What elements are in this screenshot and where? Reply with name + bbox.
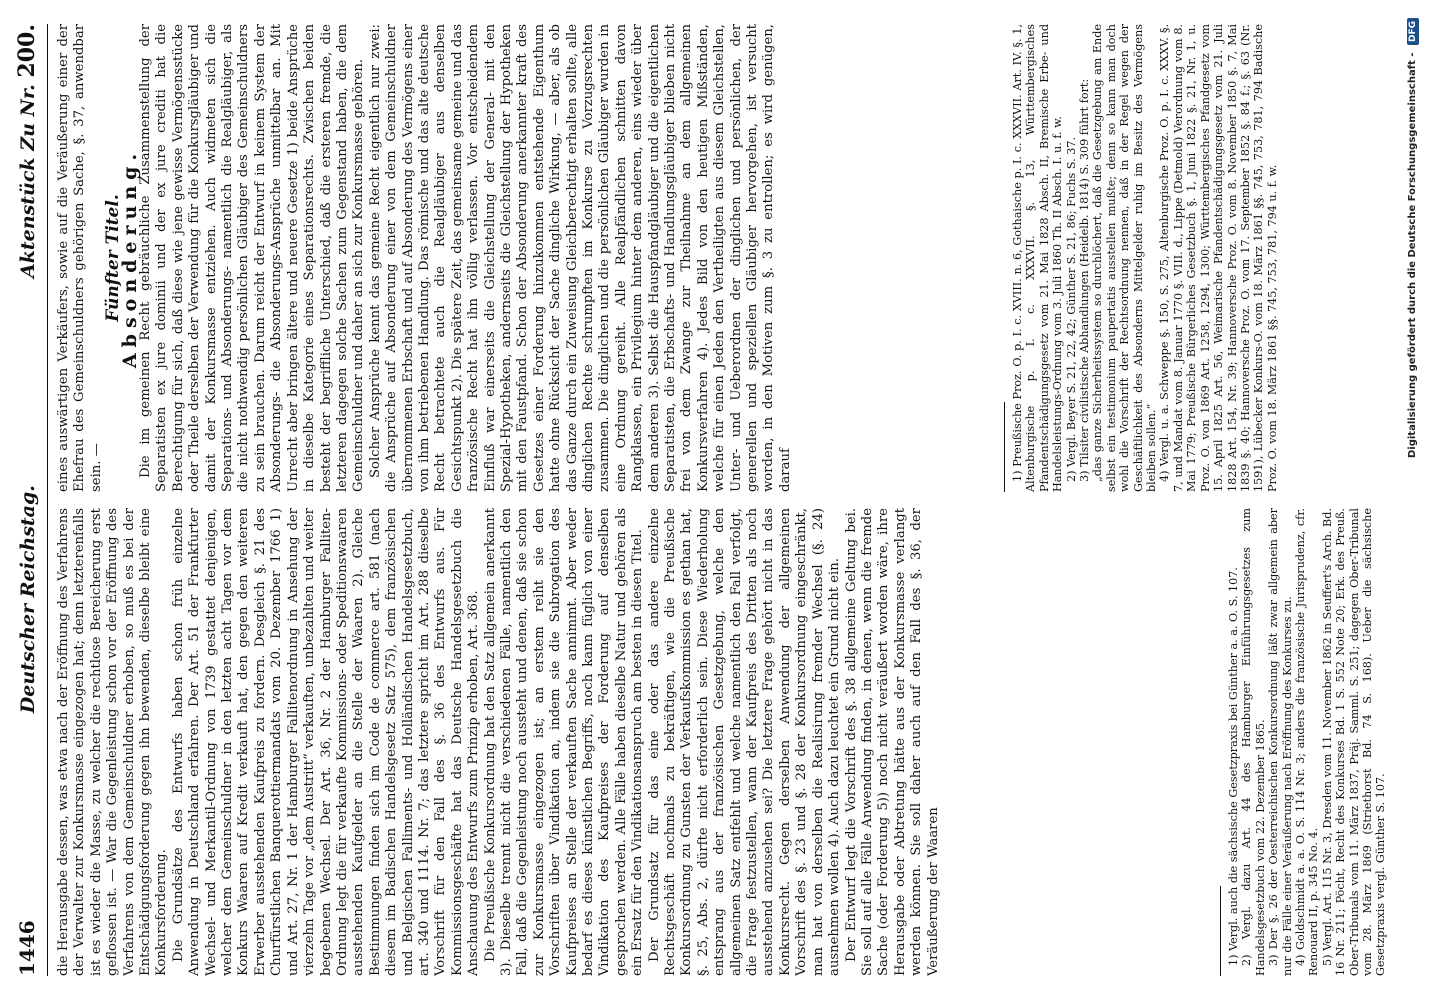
dfg-logo: DFG	[1407, 18, 1419, 45]
right-paragraph-1: Die im gemeinen Recht gebräuchliche Zusammenstellung der Separatisten ex jure dominii und der ex jure crediti hat die Berechtigung für sich, daß diese wie jene gewisse Vermögensstücke oder Theile derselben der Verwendung für die Konkursgläubiger und damit der Konkursmasse entziehen. Auch widmeten sich die Separations- und Absonderungs- namentlich die Realgläubiger, als die nicht nothwendig persönlichen Gläubiger des Gemeinschuldners zu sein brauchen. Darum reicht der Entwurf in keinem System der Absonderungs- die Absonderungs-Ansprüche unmittelbar an. Mit Unrecht aber bringen ältere und neuere Gesetze 1) beide Ansprüche in dieselbe Kategorie eines Separationsrechts. Zwischen beiden besteht der begriffliche Unterschied, daß die ersteren fremde, die letzteren dagegen solche Sachen zum Gegenstand haben, die dem Gemeinschuldner und daher an sich zur Konkursmasse gehören.	[138, 24, 367, 492]
running-title-right	[14, 24, 40, 278]
footnote: 5) Vergl. Art. 115 Nr. 3, Dresden vom 11. November 1862 in Seuffert's Arch. Bd. 16 Nr. 211; Pöcht, Recht des Konkurses Bd. 1 S. 552 Note 20; Erk. des Preuß. Ober-Tribunals vom 11. März 1837, Präj. Samml. S. 251; dagegen Ober-Tribunal vom 28. März 1869 (Striethorst Bd. 74 S. 168). Ueber die sächsische Gesetzpraxis vergl. Günther S. 107.	[1320, 508, 1388, 976]
right-column	[56, 24, 1396, 492]
footnote: 3) Tilsiter civilistische Abhandlungen (Heidelb. 1814) S. 309 führt fort:	[1078, 78, 1092, 482]
left-paragraph-4: Der Grundsatz für das eine oder das andere einzelne Rechtsgeschäft nochmals zu bekräftigen, wie die Preußische Konkursordnung zu Gunsten der Verkaufskommission es gethan hat, §. 25, Abs. 2, dürfte nicht erforderlich sein. Diese Wiederholung entsprang aus der französischen Gesetzgebung, welche den allgemeinen Satz entfehlt und welche namentlich den Fall verfolgt, die Frage festzustellen, wann der Kaufpreis des Dritten als noch ausstehend anzusehen sei? Die letztere Frage gehört nicht in das Konkursrecht. Gegen derselben Anwendung der allgemeinen Vorschrift des §. 23 und §. 28 der Konkursordnung eingeschränkt, man hat von derselben die Realisirung fremder Wechsel (§. 24) ausnehmen wollen 4). Auch dazu leuchtet ein Grund nicht ein.	[646, 508, 843, 976]
left-column	[56, 508, 1396, 976]
running-title-left: Deutscher Reichstag.	[17, 485, 39, 714]
right-paragraph-2: Solcher Ansprüche kennt das gemeine Recht eigentlich nur zwei: die Ansprüche auf Absonderung einer von dem Gemeinschuldner übernommenen Erbschaft und auf Absonderung des Vermögens einer von ihm betriebenen Handlung. Das römische und das alte deutsche Recht betrachtete auch die Realgläubiger aus denselben Gesichtspunkt 2). Die spätere Zeit, das gemeinsame gemeine und das französische Recht hat ihn völlig verlassen. Vor entscheidendem Einfluß war einerseits die Gleichstellung der General- mit den Spezial-Hypotheken, andernseits die Gleichstellung der Hypotheken mit den Faustpfand. Schon der Absonderung anerkannter kraft des Gesetzes einer Forderung hinzukommen entstehende Eigenthum hatte ohne Rücksicht der Sache dingliche Wirkung, — aber, als ob das Ganze durch ein Zuweisung Gleichberechtigt erhalten sollte, alle dinglichen Rechte schrumpften im Konkurse zu Vorzugsrechten zusammen. Die dinglichen und die persönlichen Gläubiger wurden in eine Ordnung gereiht. Alle Realpfändlichen schnitten davon Rangklassen, ein Privilegium hinter dem anderen, eins wieder über dem anderen 3). Selbst die Hauspfandgläubiger und die eigentlichen Separatisten, die Erbschafts- und Handlungsgläubiger blieben nicht frei von dem Zwange zur Theilnahme an dem allgemeinen Konkursverfahren 4). Jedes Bild von den heutigen Mißständen, welche für einen Jeden den Vertheiligten aus diesem Gleichstellen, Unter- und Ueberordnen der dinglichen und persönlichen, der generellen und speziellen Gläubiger hervorgehen, ist versucht worden, in den Motiven zum §. 3 zu entrollen; es wird genügen, darauf	[367, 24, 793, 492]
page-header	[14, 24, 48, 976]
footnote-quote: „das ganze Sicherheitssystem so durchlöchert, daß die Gesetzgebung am Ende selbst ein testimonium paupertatis ausstellen mußte; denn so kann man doch wohl die Vorschrift der Rechtsordnung nennen, daß in der Regel wegen der Geschäftlichkeit des Absonderns Mittelgelder ruhig im Besitz des Vermögens bleiben sollen.“	[1091, 24, 1159, 492]
right-footnotes	[1011, 24, 1279, 492]
left-paragraph-3: Die Preußische Konkursordnung hat den Satz allgemein anerkannt 3). Dieselbe trennt nicht die verschiedenen Fälle, namentlich den Fall, daß die Gegenleistung noch aussteht und denen, daß sie schon zur Konkursmasse eingezogen ist; an erstem reiht sie den Vorschriften über Vindikation an, indem sie die Subrogation des Kaufpreises an Stelle der verkauften Sache annimmt. Aber weder bedarf es dieses künstlichen Begriffs, noch kann füglich von einer Vindikation des Kaufpreises der Forderung auf denselben gesprochen werden. Alle Fälle haben dieselbe Natur und gehören als ein Ersatz für den Vindikationsanspruch am besten in diesen Titel.	[482, 508, 646, 976]
right-intro: eines auswärtigen Verkäufers, sowie auf die Veräußerung einer der Ehefrau des Gemeinschuldners gehörigen Sache, §. 37, anwendbar sein. —	[56, 24, 104, 492]
section-subtitle: Absonderung.	[118, 147, 141, 369]
page-number: 1446	[15, 920, 39, 976]
running-title-right-text: Aktenstück Zu Nr.	[17, 84, 39, 279]
section-title: Fünfter Titel.	[103, 194, 124, 322]
document-number: 200.	[14, 24, 40, 78]
left-footnotes	[1227, 508, 1388, 976]
footnote: 2) Vergl. Beyer S. 21, 22, 42; Günther S. 21, 86; Fuchs S. 37.	[1064, 137, 1078, 482]
footnote: 1) Vergl. auch die sächsische Gesetzpraxis bei Günther a. a. O. S. 107.	[1227, 567, 1240, 966]
footnote: 4) Vergl. u. a. Schweppe §. 150, S. 275, Altenburgische Proz. O. p. I. c. XXXV. §. 7, und Mandat vom 8. Januar 1770 §. VIII. d., Lippe (Detmold) Verordnung vom 8. Mai 1779; Preußische Bürgerliches Gesetzbuch §. 1, Juni 1822 §. 21, Nr. 1, u. Proz. O. von 1869 Art. 1258, 1294, 1300; Württembergisches Pfandgesetz vom 15. April 1825 Art. 56, Weimarische Pfandentschädigungsgesetz vom 21. Juli 1828 Art. 154, Nr. 39; Hannoversche Proz. O. vom 8. November 1850 §. 7, Mai 1839 §. 40; Hannoversche Proz. O. vom 17. September 1852 §. 84 f.; §. 63 (Nr. 1591), Lübecker Konkurs-O. vom 18. März 1861 §§. 745, 753, 781, 794 Badische Proz. O. vom 18. März 1861 §§. 745, 753, 781, 794 u. f. w.	[1158, 24, 1279, 492]
left-body	[56, 508, 1212, 976]
right-body	[56, 24, 996, 492]
left-paragraph-1: die Herausgabe dessen, was etwa nach der Eröffnung des Verfahrens der Verwalter zur Konkursmasse eingezogen hat; denn letzterenfalls ist es wieder die Masse, zu welcher die rechtlose Bereicherung erst geflossen ist. — War die Gegenleistung schon vor der Eröffnung des Verfahrens von dem Gemeinschuldner erhoben, so muß es bei der Entschädigungsforderung gegen ihn bewenden, dieselbe bleibt eine Konkursforderung.	[56, 508, 170, 976]
text-columns	[56, 24, 1396, 976]
credit-text: Digitalisierung gefördert durch die Deutsche Forschungsgemeinschaft -	[1407, 52, 1418, 459]
left-paragraph-5: Der Entwurf legt die Vorschrift des §. 38 allgemeine Geltung bei. Sie soll auf alle Fälle Anwendung finden, in denen, wenn die fremde Sache (oder Forderung 5)) noch nicht veräußert worden wäre, ihre Herausgabe oder Abtretung hätte aus der Konkursmasse verlangt werden können. Sie soll daher auch auf den Fall des §. 36, der Veräußerung der Waaren	[843, 508, 941, 976]
footnote: 3) Der §. 26 der Oesterreichischen Konkursordnung läßt zwar allgemein aber nur die Fälle einer Veräußerung nach Eröffnung des Konkurses zu.	[1267, 508, 1294, 976]
footnote: 2) Vergl. dazu Art. 44 des Hamburger Einführungsgesetzes zum Handelsgesetzbuch vom 22. Dezember 1865.	[1240, 508, 1267, 976]
footnote: 4) Goldschmidt a. a. O. S. 114 Nr. 3; anders die französische Jurisprudenz, cfr. Renouard II, p. 345 No. 4.	[1294, 508, 1321, 976]
footnote-divider	[1004, 402, 1005, 492]
footnote: 1) Preußische Proz. O. p. I. c. XVIII. n. 6, Gothaische p. I. c. XXXVII. Art. IV. §. 1, Altenburgische p. I. c. XXXVII. §. 13, Württembergisches Pfandentschädigungsgesetz vom 21. Mai 1828 Absch. II, Bremische Erbe- und Handelsleistungs-Ordnung vom 3. Juli 1860 Th. II Absch. I. u. f. w.	[1011, 24, 1065, 492]
footnote-divider	[1220, 886, 1221, 976]
left-paragraph-2: Die Grundsätze des Entwurfs haben schon früh einzelne Anwendung in Deutschland erfahren. Der Art. 51 der Frankfurter Wechsel- und Merkantil-Ordnung von 1739 gestattet denjenigen, welcher dem Gemeinschuldner in den letzten acht Tagen vor dem Konkurs Waaren auf Kredit verkauft hat, den gegen den weiteren Erwerber ausstehenden Kaufpreis zu fordern. Desgleich §. 21 des Churfürstlichen Banquerottiermandats vom 20. Dezember 1766 1) und Art. 27, Nr. 1 der Hamburger Fallitenordnung in Ansehung der vierzehn Tage vor „dem Austritt“ verkauften, unbezahlten und weiter begebenen Wechsel. Der Art. 36, Nr. 2 der Hamburger Falliten-Ordnung legt die für verkaufte Kommissions- oder Speditionswaaren ausstehenden Kaufgelder an die Stelle der Waaren 2). Gleiche Bestimmungen finden sich im Code de commerce art. 581 (nach diesem im Badischen Handelsgesetz Satz 575), dem französischen und Belgischen Falliments- und Holländischen Handelsgesetzbuch, art. 340 und 1114. Nr. 7; das letztere spricht im Art. 288 dieselbe Vorschrift für den Fall des §. 36 des Entwurfs aus. Für Kommissionsgeschäfte hat das Deutsche Handelsgesetzbuch die Anschauung des Entwurfs zum Prinzip erhoben, Art. 368.	[170, 508, 482, 976]
digitization-credit	[1406, 18, 1420, 998]
